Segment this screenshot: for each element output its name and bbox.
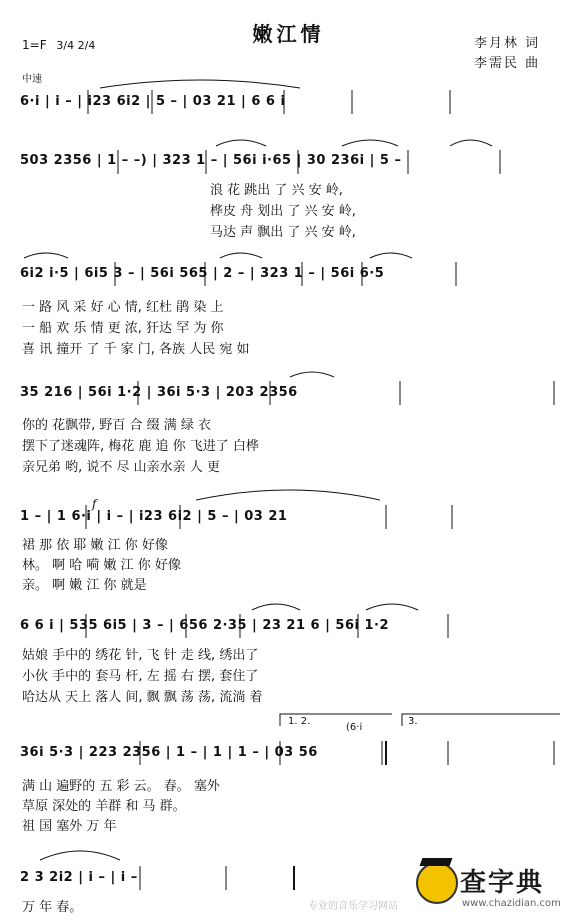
lyric-line: 哈达从 天上 落人 间, 飘 飘 荡 荡, 流淌 着 (22, 690, 263, 705)
lyric-line: 小伙 手中的 套马 杆, 左 摇 右 摆, 套住了 (22, 669, 259, 684)
slur (450, 140, 492, 146)
volta-bracket (402, 714, 560, 726)
lyric-line: 姑娘 手中的 绣花 针, 飞 针 走 线, 绣出了 (22, 648, 259, 663)
lyric-line: 裙 那 依 耶 嫩 江 你 好像 (22, 538, 168, 553)
lyric-line: 亲。 啊 嫩 江 你 就是 (22, 578, 147, 593)
tempo-mark: 中速 (22, 74, 42, 85)
lyric-line: 满 山 遍野的 五 彩 云。 春。 塞外 (22, 779, 220, 794)
notes-line-5: 1 – | 1 6·i | i – | i23 6i2 | 5 – | 03 21 (20, 509, 288, 524)
slur (252, 604, 300, 610)
slur (40, 851, 120, 860)
slur (24, 253, 68, 258)
lyric-line: 一 路 风 采 好 心 情, 红杜 鹃 染 上 (22, 300, 224, 315)
key-label: 1=F (22, 38, 47, 52)
slur (366, 604, 418, 610)
time-signature: 3/4 2/4 (56, 39, 96, 52)
lyric-line: 万 年 春。 (22, 900, 83, 915)
volta-label-third: 3. (408, 716, 418, 727)
volta-bracket (280, 714, 392, 726)
lyricist-credit: 李月林 词 (474, 36, 541, 51)
composer-credit: 李需民 曲 (474, 56, 541, 71)
lyric-line: 浪 花 跳出 了 兴 安 岭, (210, 183, 343, 198)
logo-url: www.chazidian.com (462, 898, 561, 909)
logo-site-name: 查字典 (460, 868, 545, 898)
slur (216, 140, 266, 146)
lyric-line: 马达 声 飘出 了 兴 安 岭, (210, 225, 356, 240)
notes-line-2: 503 2356 | 1 – –) | 323 1 – | 56i i·65 | 30 236i | 5 – (20, 153, 402, 168)
slur (220, 253, 262, 258)
watermark-faint-text: 专业的音乐学习网站 (308, 901, 398, 912)
notes-line-1: 6·i | i – | i23 6i2 | 5 – | 03 21 | 6 6 i (20, 94, 286, 109)
slur (196, 490, 380, 500)
lyric-line: 摆下了迷魂阵, 梅花 鹿 追 你 飞进了 白桦 (22, 439, 259, 454)
site-logo (410, 858, 570, 916)
lyric-line: 你的 花飘带, 野百 合 缀 满 绿 衣 (22, 418, 212, 433)
dynamic-forte-mark: f (92, 497, 97, 511)
lyric-line: 祖 国 塞外 万 年 (22, 819, 117, 834)
notes-line-3: 6i2 i·5 | 6i5 3 – | 56i 565 | 2 – | 323 1 – | 56i 6·5 (20, 266, 385, 281)
slur (100, 80, 300, 88)
lyric-line: 亲兄弟 哟, 说不 尽 山亲水亲 人 更 (22, 460, 220, 475)
lyric-line: 草原 深处的 羊群 和 马 群。 (22, 799, 186, 814)
lyric-line: 桦皮 舟 划出 了 兴 安 岭, (210, 204, 356, 219)
slur (290, 372, 334, 377)
volta-label-first: 1. 2. (288, 716, 311, 727)
lyric-line: 一 船 欢 乐 情 更 浓, 犴达 罕 为 你 (22, 321, 224, 336)
slur (342, 140, 398, 146)
graduation-cap-icon (416, 862, 458, 904)
page-title: 嫩江情 (252, 22, 325, 46)
notes-line-8: 2 3 2i2 | i – | i – (20, 870, 138, 885)
notes-line-6: 6 6 i | 535 6i5 | 3 – | 656 2·35 | 23 21 6 | 56i 1·2 (20, 618, 389, 633)
lyric-line: 林。 啊 哈 嗬 嫩 江 你 好像 (22, 558, 181, 573)
lyric-line: 喜 讯 撞开 了 千 家 门, 各族 人民 宛 如 (22, 342, 250, 357)
notes-line-7: 36i 5·3 | 223 2356 | 1 – | 1 | 1 – | 03 56 (20, 745, 318, 760)
slur (370, 253, 412, 258)
notes-line-4: 35 216 | 56i 1·2 | 36i 5·3 | 203 2356 (20, 385, 298, 400)
volta-label-alt: (6·i (346, 722, 363, 733)
